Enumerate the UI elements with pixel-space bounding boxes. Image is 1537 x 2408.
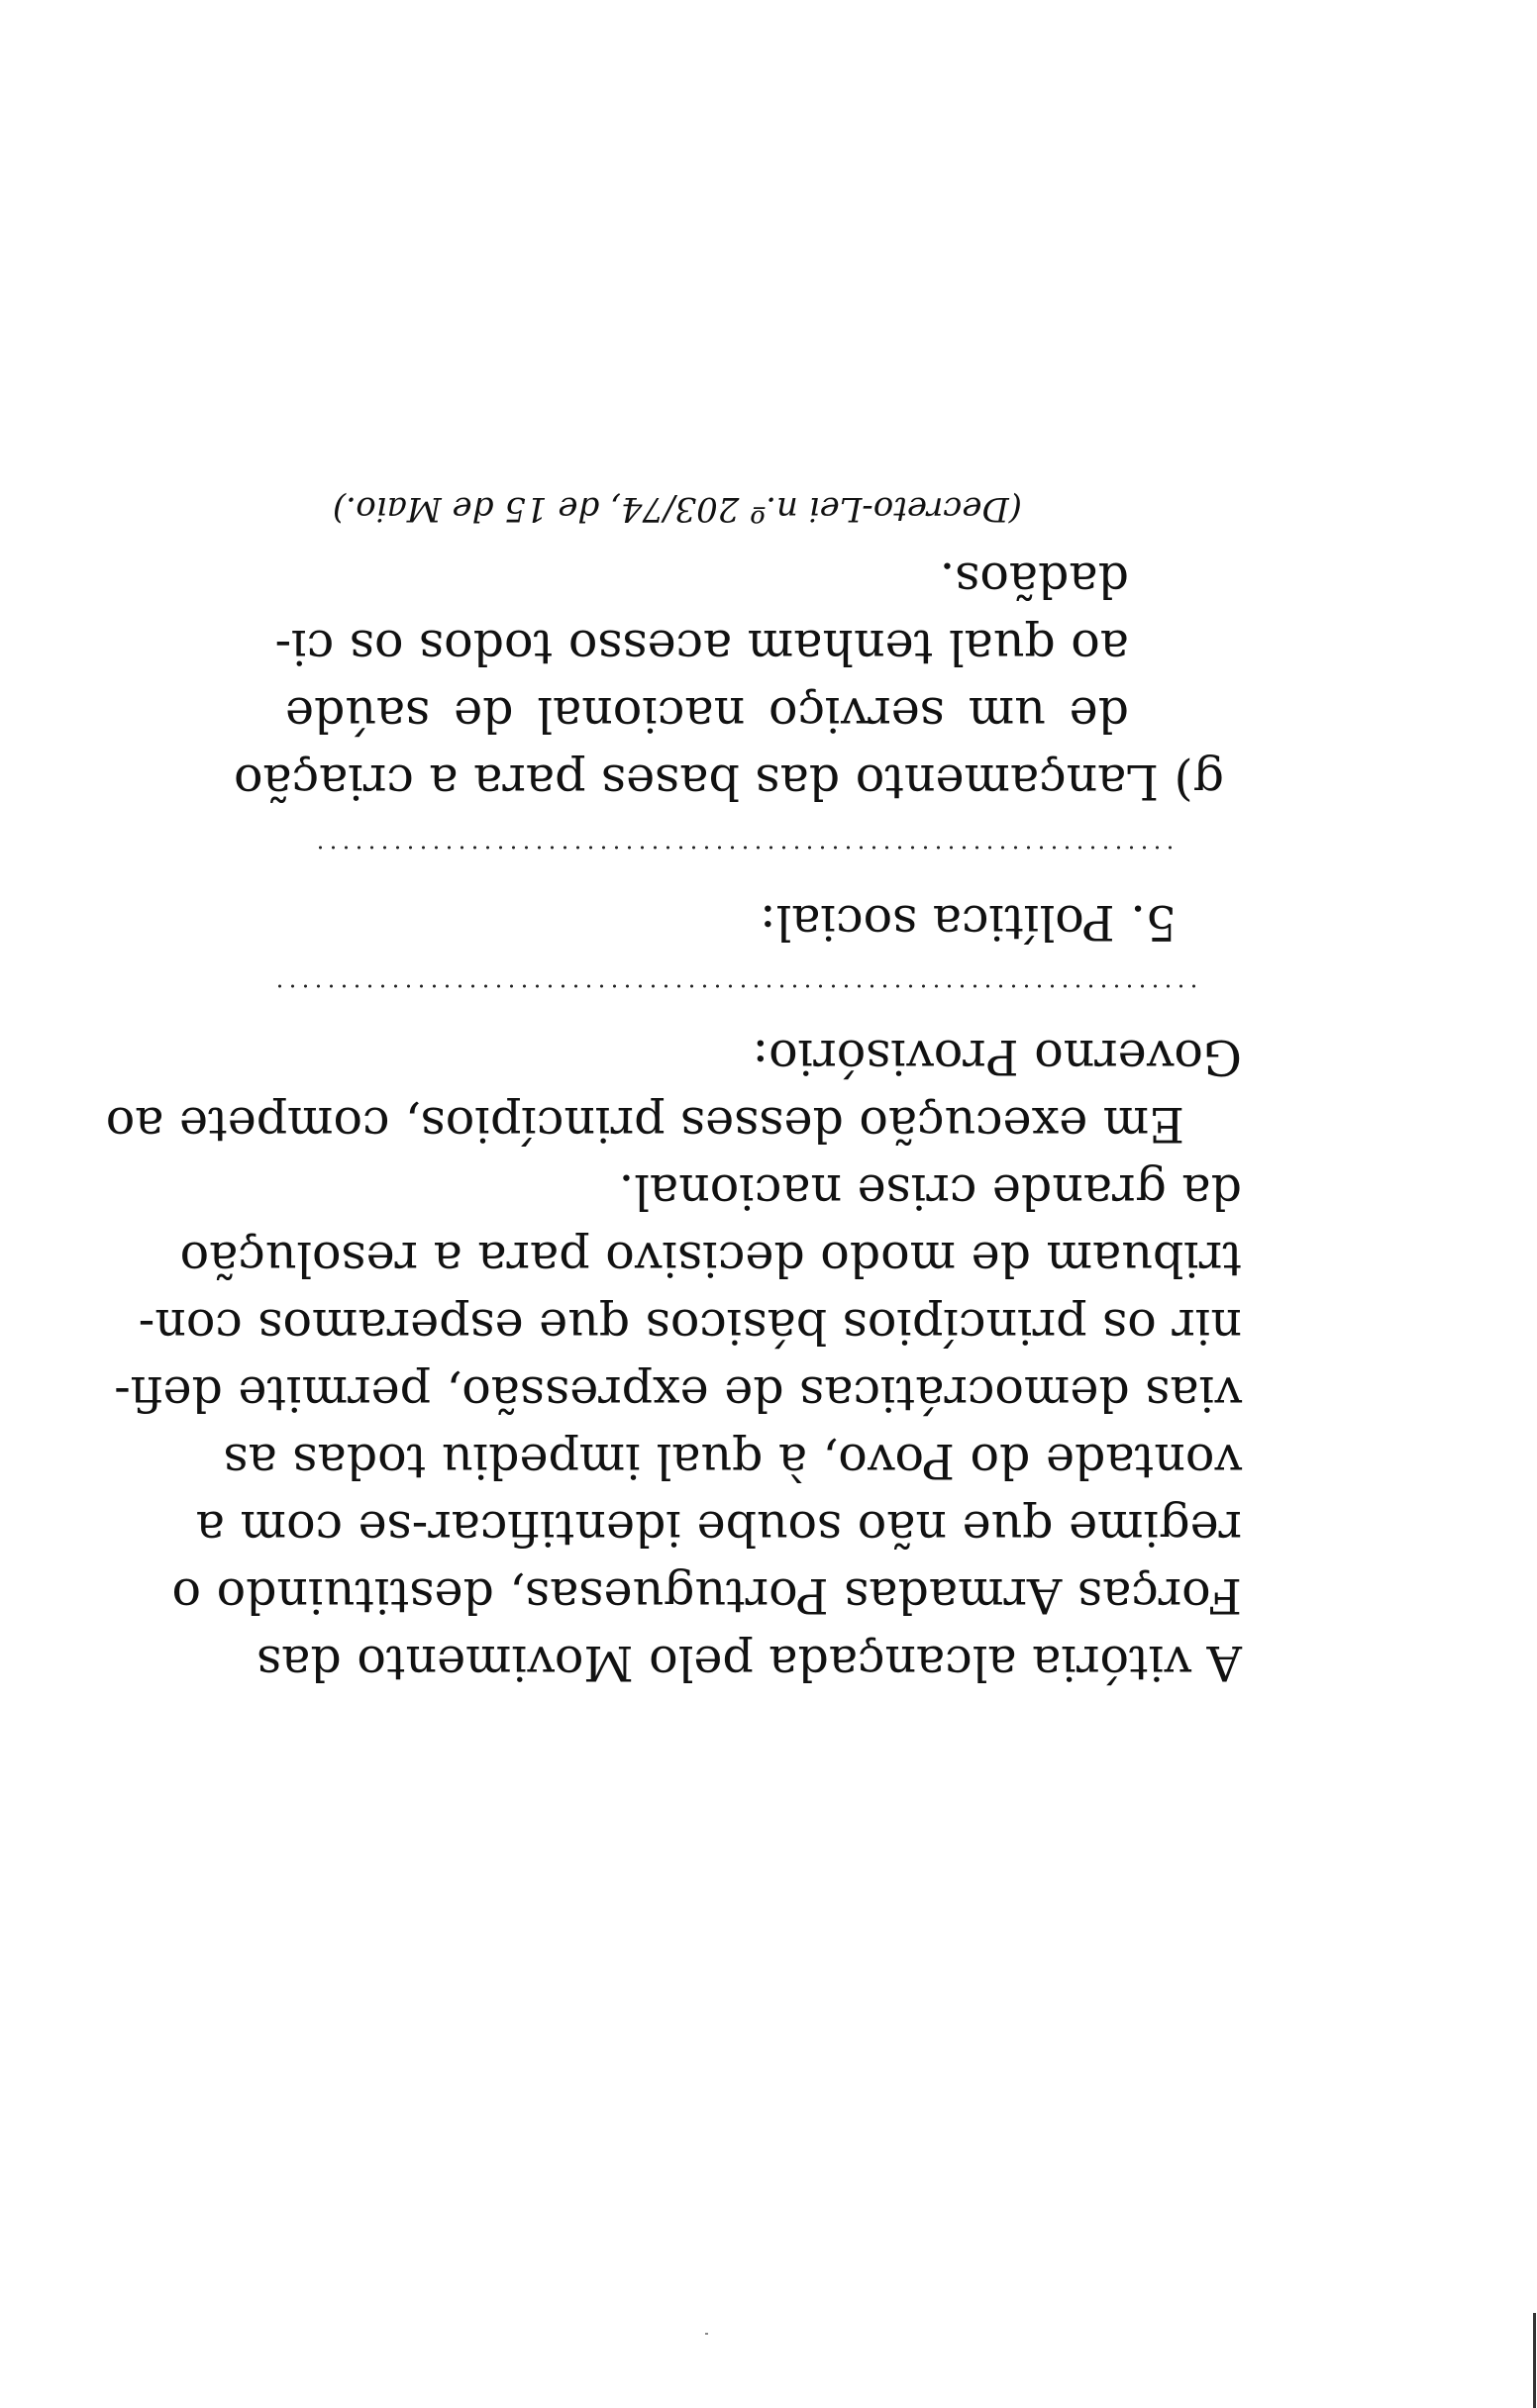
paragraph-1-line-4: vontade do Povo, à qual impediu todas as bbox=[223, 1433, 1242, 1489]
paragraph-1-line-3: regime que não soube identificar-se com a bbox=[195, 1500, 1242, 1556]
scan-speck bbox=[705, 2333, 708, 2335]
citation: (Decreto-Lei n.º 203/74, de 15 de Maio.) bbox=[332, 489, 1022, 529]
item-g-line-4: dadãos. bbox=[939, 552, 1129, 608]
paragraph-2-line-1: Em execução desses princípios, compete ao bbox=[105, 1096, 1184, 1153]
item-g-line-3: ao qual tenham acesso todos os ci- bbox=[274, 619, 1129, 675]
ellipsis-separator bbox=[313, 846, 1177, 850]
paragraph-1-line-5: vias democráticas de expressão, permite defi- bbox=[114, 1365, 1242, 1422]
paragraph-1-line-8: da grande crise nacional. bbox=[618, 1163, 1242, 1220]
section-heading: 5. Política social: bbox=[760, 894, 1177, 951]
paragraph-2-line-2: Governo Provisório: bbox=[752, 1029, 1242, 1085]
scan-margin-rule bbox=[1533, 2313, 1536, 2408]
paragraph-1-line-7: tribuam de modo decisivo para a resolução bbox=[179, 1231, 1242, 1287]
paragraph-1-line-1: A vitória alcançada pelo Movimento das bbox=[256, 1635, 1242, 1691]
ellipsis-separator bbox=[273, 984, 1200, 988]
paragraph-1-line-6: nir os princípios básicos que esperamos con- bbox=[138, 1298, 1242, 1354]
item-g-line-2: de um serviço nacional de saúde bbox=[285, 686, 1129, 743]
paragraph-1-line-2: Forças Armadas Portuguesas, destituindo o bbox=[171, 1567, 1242, 1624]
item-g-line-1: g) Lançamento das bases para a criação bbox=[233, 753, 1224, 810]
